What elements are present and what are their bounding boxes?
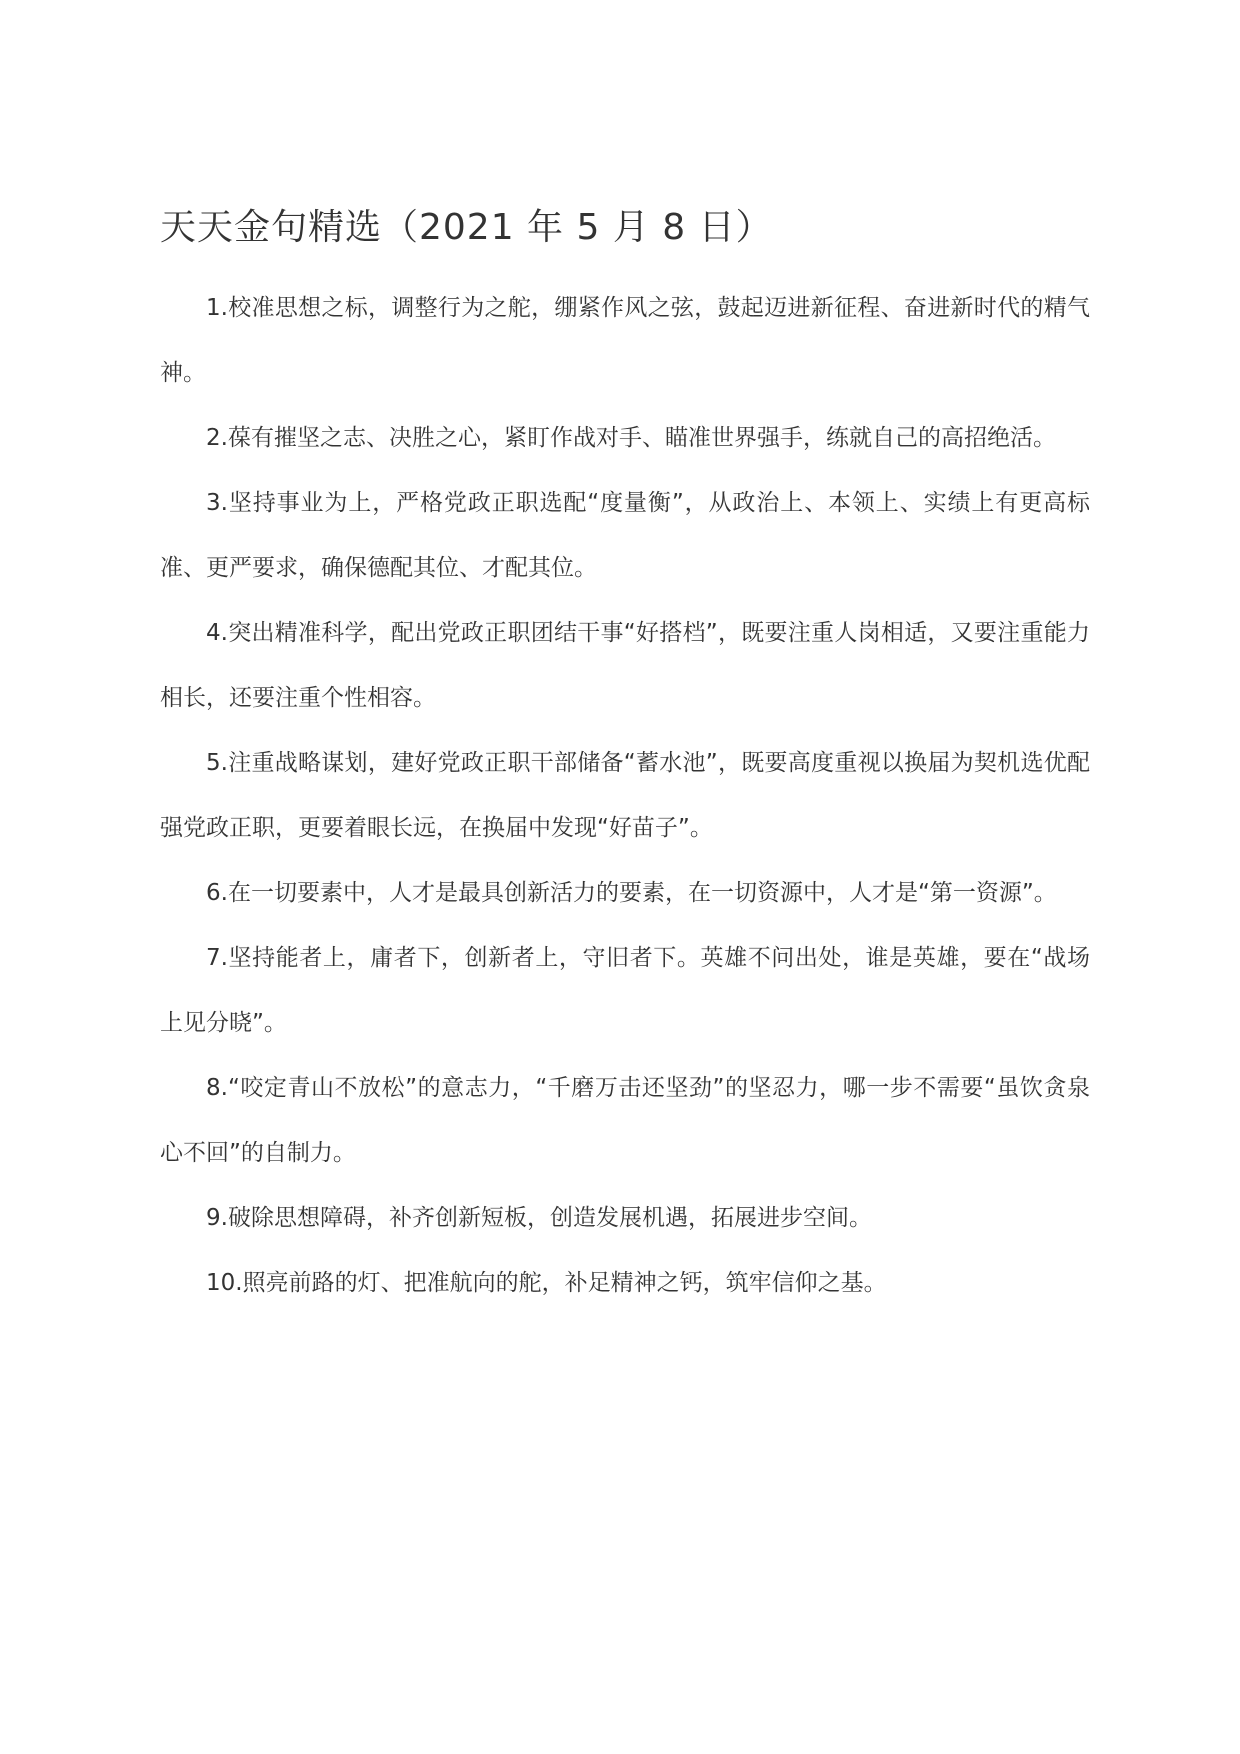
quote-item-6: 6.在一切要素中，人才是最具创新活力的要素，在一切资源中，人才是“第一资源”。 bbox=[206, 880, 1057, 906]
document-page bbox=[160, 200, 1090, 1316]
document-title: 天天金句精选（2021 年 5 月 8 日） bbox=[160, 207, 773, 248]
quote-item-10: 10.照亮前路的灯、把准航向的舵，补足精神之钙，筑牢信仰之基。 bbox=[206, 1270, 887, 1296]
quote-item-7: 7.坚持能者上，庸者下，创新者上，守旧者下。英雄不问出处，谁是英雄，要在“战场上见分晓”。 bbox=[160, 945, 1090, 1036]
quote-item-1: 1.校准思想之标，调整行为之舵，绷紧作风之弦，鼓起迈进新征程、奋进新时代的精气神。 bbox=[160, 295, 1090, 386]
quote-item-4: 4.突出精准科学，配出党政正职团结干事“好搭档”，既要注重人岗相适，又要注重能力相长，还要注重个性相容。 bbox=[160, 620, 1090, 711]
quote-item-2: 2.葆有摧坚之志、决胜之心，紧盯作战对手、瞄准世界强手，练就自己的高招绝活。 bbox=[206, 425, 1056, 451]
quote-list bbox=[160, 276, 1090, 1316]
quote-item-9: 9.破除思想障碍，补齐创新短板，创造发展机遇，拓展进步空间。 bbox=[206, 1205, 872, 1231]
quote-item-5: 5.注重战略谋划，建好党政正职干部储备“蓄水池”，既要高度重视以换届为契机选优配强党政正职，更要着眼长远，在换届中发现“好苗子”。 bbox=[160, 750, 1090, 841]
quote-item-3: 3.坚持事业为上，严格党政正职选配“度量衡”，从政治上、本领上、实绩上有更高标准、更严要求，确保德配其位、才配其位。 bbox=[160, 490, 1090, 581]
quote-item-8: 8.“咬定青山不放松”的意志力，“千磨万击还坚劲”的坚忍力，哪一步不需要“虽饮贪泉心不回”的自制力。 bbox=[160, 1075, 1090, 1166]
